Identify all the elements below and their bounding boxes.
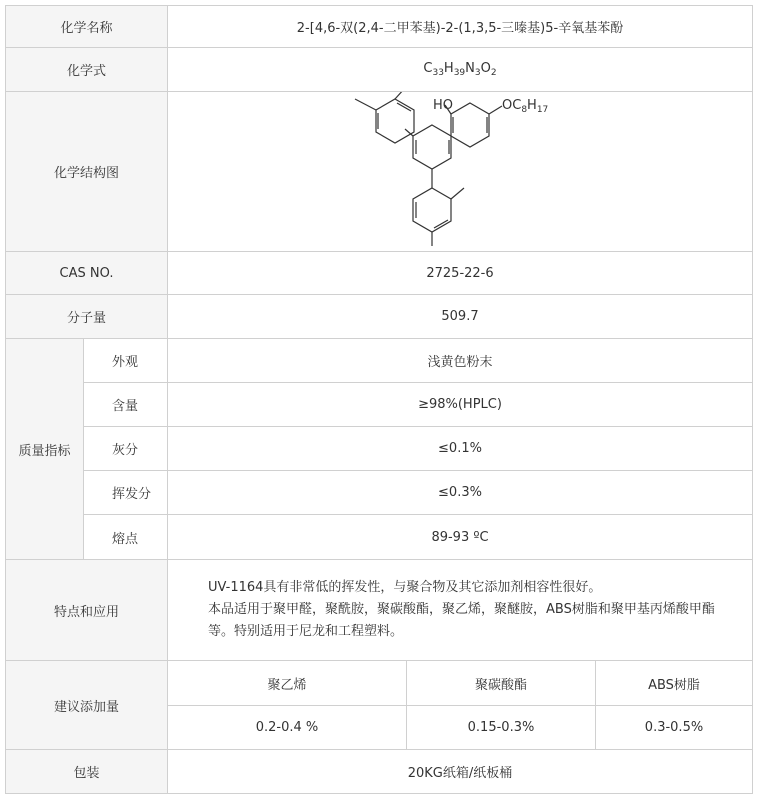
quality-item-label: 灰分 — [84, 427, 168, 471]
molecular-weight-value: 509.7 — [168, 295, 753, 339]
dosage-label: 建议添加量 — [5, 661, 168, 750]
quality-item-value: ≤0.3% — [168, 471, 753, 515]
quality-item-value: 89-93 ºC — [168, 515, 753, 560]
quality-label: 质量指标 — [5, 339, 84, 560]
chemical-name-value: 2-[4,6-双(2,4-二甲苯基)-2-(1,3,5-三嗪基)5-辛氧基苯酚 — [168, 5, 753, 48]
formula-label: 化学式 — [5, 48, 168, 92]
dosage-header: 聚碳酸酯 — [407, 661, 596, 706]
chemical-name-label: 化学名称 — [5, 5, 168, 48]
features-line: UV-1164具有非常低的挥发性，与聚合物及其它添加剂相容性很好。 — [208, 580, 602, 595]
features-label: 特点和应用 — [5, 560, 168, 661]
quality-item-value: ≤0.1% — [168, 427, 753, 471]
quality-item-label: 含量 — [84, 383, 168, 427]
structure-label: 化学结构图 — [5, 92, 168, 252]
cas-value: 2725-22-6 — [168, 252, 753, 295]
dosage-header: ABS树脂 — [596, 661, 753, 706]
dosage-header: 聚乙烯 — [168, 661, 407, 706]
features-line: 本品适用于聚甲醛，聚酰胺，聚碳酸酯，聚乙烯，聚醚胺，ABS树脂和聚甲基丙烯酸甲酯等。特别适用于尼龙和工程塑料。 — [208, 602, 715, 639]
quality-item-value: ≥98%(HPLC) — [168, 383, 753, 427]
structure-cell — [168, 92, 753, 252]
packaging-label: 包装 — [5, 750, 168, 794]
packaging-value: 20KG纸箱/纸板桶 — [168, 750, 753, 794]
molecular-weight-label: 分子量 — [5, 295, 168, 339]
cas-label: CAS NO. — [5, 252, 168, 295]
chemical-structure-diagram — [168, 92, 753, 252]
octyloxy-label: $OC_8H_{17}$ — [502, 98, 549, 115]
quality-item-value: 浅黄色粉末 — [168, 339, 753, 383]
dosage-value: 0.2-0.4 % — [168, 706, 407, 750]
features-text — [168, 560, 753, 661]
quality-item-label: 熔点 — [84, 515, 168, 560]
quality-item-label: 外观 — [84, 339, 168, 383]
quality-item-label: 挥发分 — [84, 471, 168, 515]
dosage-value: 0.15-0.3% — [407, 706, 596, 750]
dosage-value: 0.3-0.5% — [596, 706, 753, 750]
formula-text: $C_{33}H_{39}N_3O_2$ — [423, 61, 497, 78]
hydroxyl-label: HO — [433, 98, 454, 113]
formula-value — [168, 48, 753, 92]
